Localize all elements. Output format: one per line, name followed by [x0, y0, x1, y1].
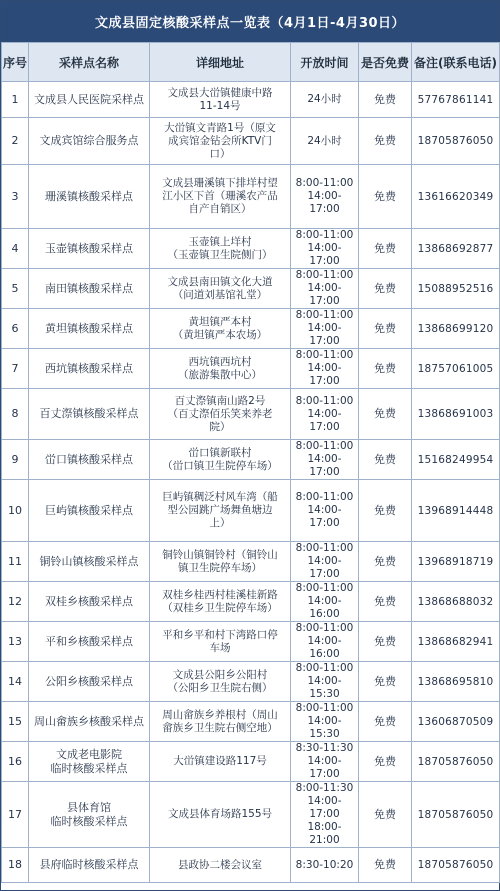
table-row [2, 82, 500, 118]
table-row [2, 229, 500, 269]
contact-phone: 57767861141 [412, 82, 500, 118]
page-title: 文成县固定核酸采样点一览表（4月1日-4月30日） [1, 1, 499, 42]
opening-hours: 8:00-11:00 14:00-17:00 [291, 165, 359, 229]
opening-hours: 24小时 [291, 82, 359, 118]
site-name: 铜铃山镇核酸采样点 [29, 542, 150, 582]
row-no: 11 [2, 542, 29, 582]
site-address: 双桂乡桂西村桂溪桂新路 （双桂乡卫生院停车场） [150, 582, 291, 622]
table-header-row [2, 43, 500, 82]
free-flag: 免费 [359, 309, 412, 349]
opening-hours: 8:00-11:30 14:00-17:00 18:00-21:00 [291, 782, 359, 848]
site-name: 县体育馆 临时核酸采样点 [29, 782, 150, 848]
site-address: 平和乡平和村下湾路口停 车场 [150, 622, 291, 662]
row-no: 9 [2, 440, 29, 480]
table-row [2, 848, 500, 883]
contact-phone: 13868699120 [412, 309, 500, 349]
site-name: 西坑镇核酸采样点 [29, 349, 150, 389]
table-row [2, 269, 500, 309]
opening-hours: 8:00-11:00 14:00-17:00 [291, 269, 359, 309]
site-name: 文成县人民医院采样点 [29, 82, 150, 118]
contact-phone: 18705876050 [412, 782, 500, 848]
contact-phone: 13968918719 [412, 542, 500, 582]
site-address: 巨屿镇稠泛村风车湾（船 型公园跳广场舞鱼塘边 上） [150, 480, 291, 542]
opening-hours: 8:30-11:30 14:00-17:00 [291, 742, 359, 782]
free-flag: 免费 [359, 480, 412, 542]
row-no: 12 [2, 582, 29, 622]
free-flag: 免费 [359, 662, 412, 702]
opening-hours: 8:00-11:00 14:00-17:00 [291, 309, 359, 349]
opening-hours: 8:00-11:00 14:00-16:00 [291, 582, 359, 622]
opening-hours: 8:00-11:00 14:00-17:00 [291, 389, 359, 440]
contact-phone: 18757061005 [412, 349, 500, 389]
row-no: 13 [2, 622, 29, 662]
free-flag: 免费 [359, 229, 412, 269]
contact-phone: 13868691003 [412, 389, 500, 440]
row-no: 7 [2, 349, 29, 389]
site-name: 黄坦镇核酸采样点 [29, 309, 150, 349]
contact-phone: 13616620349 [412, 165, 500, 229]
header-site-name: 采样点名称 [29, 43, 150, 82]
site-address: 西坑镇西坑村 （旅游集散中心） [150, 349, 291, 389]
site-address: 百丈漈镇南山路2号 （百丈漈佰乐笑来养老 院） [150, 389, 291, 440]
row-no: 1 [2, 82, 29, 118]
row-no: 14 [2, 662, 29, 702]
header-hours: 开放时间 [291, 43, 359, 82]
contact-phone: 18705876050 [412, 742, 500, 782]
free-flag: 免费 [359, 542, 412, 582]
table-row [2, 582, 500, 622]
contact-phone: 15088952516 [412, 269, 500, 309]
site-address: 铜铃山镇铜铃村（铜铃山 镇卫生院停车场） [150, 542, 291, 582]
site-address: 黄坦镇严本村 （黄坦镇严本农场） [150, 309, 291, 349]
table-row [2, 742, 500, 782]
free-flag: 免费 [359, 389, 412, 440]
site-name: 百丈漈镇核酸采样点 [29, 389, 150, 440]
row-no: 18 [2, 848, 29, 883]
site-address: 文成县南田镇文化大道 （问道刘基馆礼堂） [150, 269, 291, 309]
row-no: 8 [2, 389, 29, 440]
row-no: 5 [2, 269, 29, 309]
contact-phone: 13868692877 [412, 229, 500, 269]
contact-phone: 18705876050 [412, 848, 500, 883]
contact-phone: 13868682941 [412, 622, 500, 662]
free-flag: 免费 [359, 165, 412, 229]
site-name: 文成老电影院 临时核酸采样点 [29, 742, 150, 782]
site-address: 县政协二楼会议室 [150, 848, 291, 883]
site-address: 文成县珊溪镇下排垟村望 江小区下首（珊溪农产品 自产自销区） [150, 165, 291, 229]
opening-hours: 8:00-11:00 14:00-17:00 [291, 480, 359, 542]
opening-hours: 8:00-11:00 14:00-17:00 [291, 542, 359, 582]
site-address: 大峃镇建设路117号 [150, 742, 291, 782]
free-flag: 免费 [359, 742, 412, 782]
site-address: 峃口镇新联村 （峃口镇卫生院停车场） [150, 440, 291, 480]
site-address: 文成县公阳乡公阳村 （公阳乡卫生院右侧） [150, 662, 291, 702]
table-row [2, 349, 500, 389]
opening-hours: 24小时 [291, 118, 359, 165]
opening-hours: 8:00-11:00 14:00-17:00 [291, 440, 359, 480]
site-name: 公阳乡核酸采样点 [29, 662, 150, 702]
site-name: 周山畲族乡核酸采样点 [29, 702, 150, 742]
free-flag: 免费 [359, 82, 412, 118]
site-name: 平和乡核酸采样点 [29, 622, 150, 662]
site-address: 文成县大峃镇健康中路 11-14号 [150, 82, 291, 118]
row-no: 4 [2, 229, 29, 269]
free-flag: 免费 [359, 848, 412, 883]
opening-hours: 8:00-11:00 14:00-17:00 [291, 349, 359, 389]
contact-phone: 13968914448 [412, 480, 500, 542]
row-no: 6 [2, 309, 29, 349]
contact-phone: 15168249954 [412, 440, 500, 480]
opening-hours: 8:00-11:00 14:00-15:30 [291, 702, 359, 742]
table-row [2, 440, 500, 480]
free-flag: 免费 [359, 440, 412, 480]
opening-hours: 8:00-11:00 14:00-15:30 [291, 662, 359, 702]
free-flag: 免费 [359, 118, 412, 165]
table-row [2, 622, 500, 662]
table-row [2, 542, 500, 582]
table-row [2, 389, 500, 440]
row-no: 10 [2, 480, 29, 542]
header-no: 序号 [2, 43, 29, 82]
site-name: 峃口镇核酸采样点 [29, 440, 150, 480]
sites-table [1, 42, 500, 883]
opening-hours: 8:00-11:00 14:00-16:00 [291, 622, 359, 662]
free-flag: 免费 [359, 622, 412, 662]
table-row [2, 782, 500, 848]
header-phone: 备注(联系电话) [412, 43, 500, 82]
free-flag: 免费 [359, 349, 412, 389]
row-no: 16 [2, 742, 29, 782]
header-free: 是否免费 [359, 43, 412, 82]
row-no: 15 [2, 702, 29, 742]
site-address: 文成县体育场路155号 [150, 782, 291, 848]
opening-hours: 8:30-10:20 [291, 848, 359, 883]
table-row [2, 702, 500, 742]
site-name: 南田镇核酸采样点 [29, 269, 150, 309]
site-address: 玉壶镇上垟村 （玉壶镇卫生院侧门） [150, 229, 291, 269]
site-name: 文成宾馆综合服务点 [29, 118, 150, 165]
contact-phone: 13868695810 [412, 662, 500, 702]
site-name: 双桂乡核酸采样点 [29, 582, 150, 622]
free-flag: 免费 [359, 269, 412, 309]
header-address: 详细地址 [150, 43, 291, 82]
opening-hours: 8:00-11:00 14:00-17:00 [291, 229, 359, 269]
site-name: 珊溪镇核酸采样点 [29, 165, 150, 229]
contact-phone: 18705876050 [412, 118, 500, 165]
site-name: 玉壶镇核酸采样点 [29, 229, 150, 269]
site-address: 大峃镇文青路1号（原文 成宾馆金钻会所KTV门 口） [150, 118, 291, 165]
table-row [2, 662, 500, 702]
free-flag: 免费 [359, 702, 412, 742]
site-name: 县府临时核酸采样点 [29, 848, 150, 883]
table-row [2, 118, 500, 165]
table-row [2, 165, 500, 229]
table-row [2, 480, 500, 542]
row-no: 3 [2, 165, 29, 229]
row-no: 17 [2, 782, 29, 848]
contact-phone: 13868688032 [412, 582, 500, 622]
site-name: 巨屿镇核酸采样点 [29, 480, 150, 542]
free-flag: 免费 [359, 782, 412, 848]
free-flag: 免费 [359, 582, 412, 622]
table-body [2, 82, 500, 883]
site-address: 周山畲族乡养根村（周山 畲族乡卫生院右侧空地） [150, 702, 291, 742]
row-no: 2 [2, 118, 29, 165]
contact-phone: 13606870509 [412, 702, 500, 742]
table-row [2, 309, 500, 349]
